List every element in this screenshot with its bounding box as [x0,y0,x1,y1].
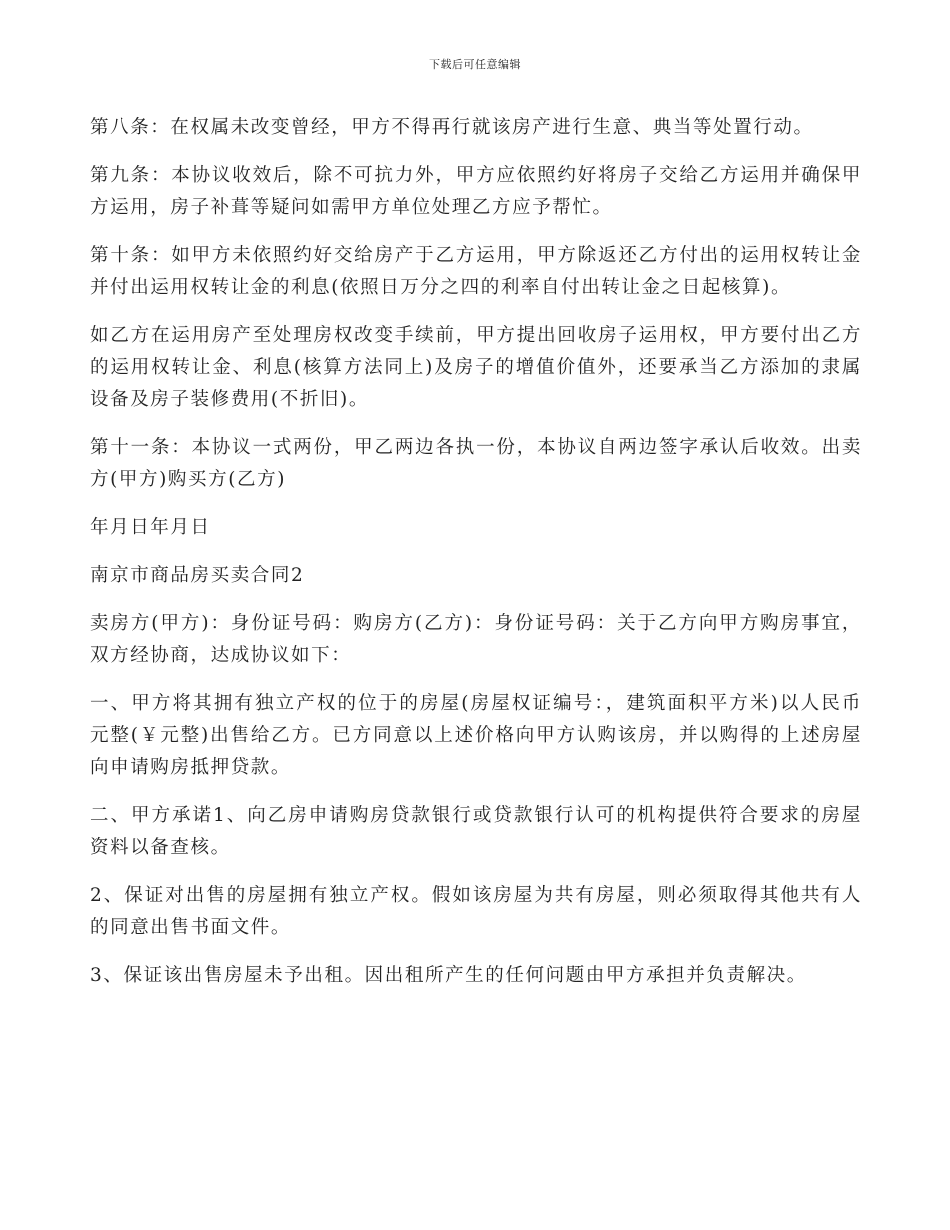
parties-paragraph: 卖房方(甲方)：身份证号码：购房方(乙方)：身份证号码：关于乙方向甲方购房事宜，双方经协商，达成协议如下： [90,613,862,666]
clause-1-paragraph: 一、甲方将其拥有独立产权的位于的房屋(房屋权证编号：，建筑面积平方米)以人民币元整(￥元整)出售给乙方。已方同意以上述价格向甲方认购该房，并以购得的上述房屋向申请购房抵押贷款。 [90,693,862,778]
repossession-paragraph: 如乙方在运用房产至处理房权改变手续前，甲方提出回收房子运用权，甲方要付出乙方的运用权转让金、利息(核算方法同上)及房子的增值价值外，还要承当乙方添加的隶属设备及房子装修费用(不折旧)。 [90,325,862,410]
article-9-paragraph: 第九条：本协议收效后，除不可抗力外，甲方应依照约好将房子交给乙方运用并确保甲方运用，房子补葺等疑问如需甲方单位处理乙方应予帮忙。 [90,165,862,218]
date-line: 年月日年月日 [90,517,211,538]
clause-2-paragraph: 二、甲方承诺1、向乙房申请购房贷款银行或贷款银行认可的机构提供符合要求的房屋资料以备查核。 [90,805,862,858]
article-10-paragraph: 第十条：如甲方未依照约好交给房产于乙方运用，甲方除返还乙方付出的运用权转让金并付出运用权转让金的利息(依照日万分之四的利率自付出转让金之日起核算)。 [90,245,862,298]
article-8-paragraph: 第八条：在权属未改变曾经，甲方不得再行就该房产进行生意、典当等处置行动。 [90,117,814,138]
contract-title: 南京市商品房买卖合同2 [90,565,305,586]
page-header: 下载后可任意编辑 [429,58,521,71]
document-body [90,112,862,1008]
article-11-paragraph: 第十一条：本协议一式两份，甲乙两边各执一份，本协议自两边签字承认后收效。出卖方(甲方)购买方(乙方) [90,437,862,490]
clause-2-item-3-paragraph: 3、保证该出售房屋未予出租。因出租所产生的任何问题由甲方承担并负责解决。 [90,965,807,986]
clause-2-item-2-paragraph: 2、保证对出售的房屋拥有独立产权。假如该房屋为共有房屋，则必须取得其他共有人的同意出售书面文件。 [90,885,862,938]
